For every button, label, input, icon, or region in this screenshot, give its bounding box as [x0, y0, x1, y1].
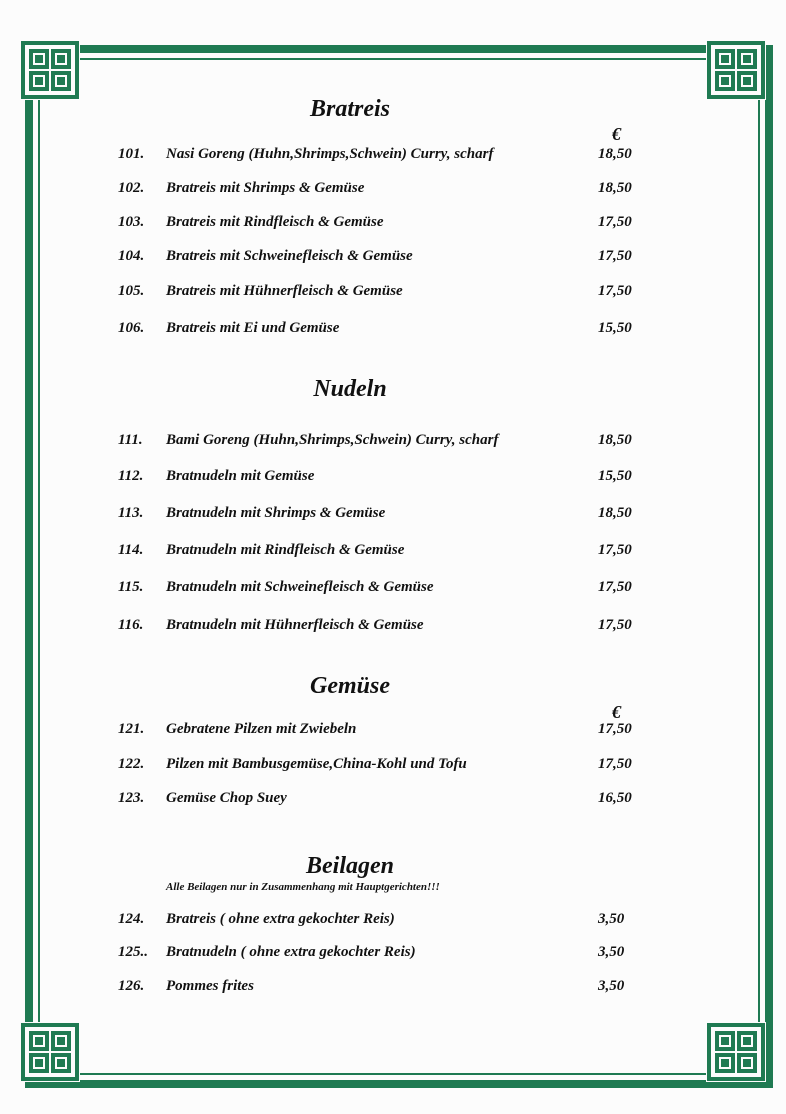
item-price: 17,50 — [598, 617, 632, 633]
item-price: 17,50 — [598, 579, 632, 595]
item-number: 125.. — [118, 944, 148, 960]
menu-item — [0, 180, 786, 202]
menu-item — [0, 911, 786, 933]
item-name: Gebratene Pilzen mit Zwiebeln — [166, 721, 357, 737]
item-price: 18,50 — [598, 180, 632, 196]
item-number: 103. — [118, 214, 145, 230]
item-price: 18,50 — [598, 505, 632, 521]
menu-item — [0, 978, 786, 1000]
menu-item — [0, 542, 786, 564]
item-number: 102. — [118, 180, 145, 196]
item-price: 17,50 — [598, 756, 632, 772]
section-title-gemuese: Gemüse — [310, 673, 390, 699]
section-title-nudeln: Nudeln — [313, 376, 387, 402]
item-name: Bratnudeln ( ohne extra gekochter Reis) — [166, 944, 416, 960]
item-price: 16,50 — [598, 790, 632, 806]
item-name: Bratreis mit Hühnerfleisch & Gemüse — [166, 283, 403, 299]
greek-key-corner-icon — [20, 1022, 80, 1082]
item-name: Bratreis mit Shrimps & Gemüse — [166, 180, 365, 196]
greek-key-corner-icon — [20, 40, 80, 100]
item-name: Bratreis mit Ei und Gemüse — [166, 320, 340, 336]
section-title-bratreis: Bratreis — [309, 96, 390, 122]
item-name: Bratnudeln mit Shrimps & Gemüse — [166, 505, 386, 521]
item-number: 116. — [118, 617, 144, 633]
menu-item — [0, 756, 786, 778]
beilagen-note: Alle Beilagen nur in Zusammenhang mit Hauptgerichten!!! — [166, 881, 440, 893]
item-name: Nasi Goreng (Huhn,Shrimps,Schwein) Curry, scharf — [166, 146, 494, 162]
item-number: 113. — [118, 505, 144, 521]
item-name: Bratreis ( ohne extra gekochter Reis) — [166, 911, 395, 927]
greek-key-corner-icon — [706, 1022, 766, 1082]
item-number: 105. — [118, 283, 145, 299]
item-name: Pilzen mit Bambusgemüse,China-Kohl und Tofu — [166, 756, 467, 772]
menu-item — [0, 790, 786, 812]
item-name: Bratnudeln mit Hühnerfleisch & Gemüse — [166, 617, 424, 633]
item-price: 3,50 — [598, 944, 625, 960]
item-number: 115. — [118, 579, 144, 595]
item-number: 121. — [118, 721, 145, 737]
item-number: 114. — [118, 542, 144, 558]
menu-item — [0, 944, 786, 966]
item-number: 122. — [118, 756, 145, 772]
item-price: 18,50 — [598, 432, 632, 448]
item-price: 3,50 — [598, 978, 625, 994]
item-number: 124. — [118, 911, 145, 927]
menu-item — [0, 617, 786, 639]
item-price: 17,50 — [598, 721, 632, 737]
menu-item — [0, 320, 786, 342]
item-name: Pommes frites — [166, 978, 254, 994]
item-name: Bratreis mit Schweinefleisch & Gemüse — [166, 248, 413, 264]
menu-item — [0, 505, 786, 527]
item-price: 17,50 — [598, 283, 632, 299]
currency-symbol: € — [612, 124, 621, 144]
item-number: 126. — [118, 978, 145, 994]
menu-item — [0, 146, 786, 168]
menu-item — [0, 432, 786, 454]
item-name: Bratreis mit Rindfleisch & Gemüse — [166, 214, 384, 230]
item-price: 17,50 — [598, 214, 632, 230]
item-price: 15,50 — [598, 468, 632, 484]
item-number: 111. — [118, 432, 143, 448]
item-name: Bratnudeln mit Gemüse — [166, 468, 315, 484]
menu-item — [0, 468, 786, 490]
currency-symbol: € — [612, 702, 621, 722]
item-price: 17,50 — [598, 248, 632, 264]
item-number: 104. — [118, 248, 145, 264]
item-name: Bami Goreng (Huhn,Shrimps,Schwein) Curry, scharf — [166, 432, 499, 448]
item-price: 18,50 — [598, 146, 632, 162]
item-number: 106. — [118, 320, 145, 336]
item-price: 15,50 — [598, 320, 632, 336]
item-number: 112. — [118, 468, 144, 484]
item-price: 17,50 — [598, 542, 632, 558]
item-name: Gemüse Chop Suey — [166, 790, 287, 806]
item-name: Bratnudeln mit Rindfleisch & Gemüse — [166, 542, 405, 558]
item-number: 101. — [118, 146, 145, 162]
menu-item — [0, 283, 786, 305]
item-number: 123. — [118, 790, 145, 806]
menu-item — [0, 214, 786, 236]
item-price: 3,50 — [598, 911, 625, 927]
menu-item — [0, 248, 786, 270]
menu-item — [0, 721, 786, 743]
item-name: Bratnudeln mit Schweinefleisch & Gemüse — [166, 579, 434, 595]
greek-key-corner-icon — [706, 40, 766, 100]
section-title-beilagen: Beilagen — [306, 853, 394, 879]
menu-item — [0, 579, 786, 601]
